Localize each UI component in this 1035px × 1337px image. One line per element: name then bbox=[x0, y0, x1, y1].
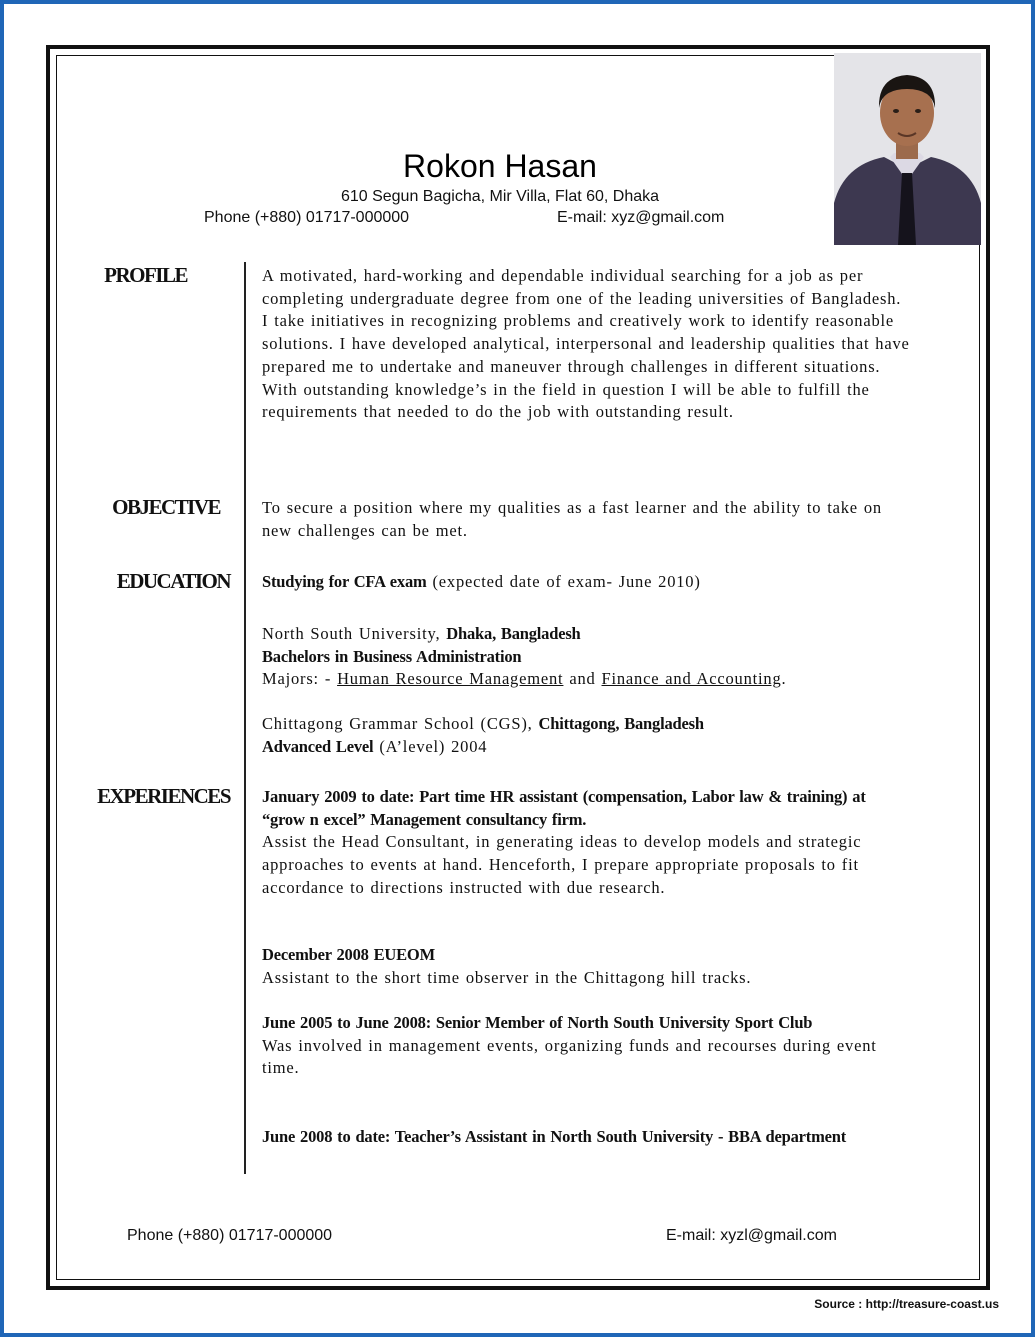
profile-heading: PROFILE bbox=[104, 263, 187, 287]
majors-end: . bbox=[781, 669, 787, 689]
experience-item-1 bbox=[262, 786, 912, 900]
footer-email: E-mail: xyzl@gmail.com bbox=[666, 1227, 837, 1244]
header-email: E-mail: xyz@gmail.com bbox=[557, 209, 725, 226]
experience-title: December 2008 EUEOM bbox=[262, 945, 435, 964]
candidate-address: 610 Segun Bagicha, Mir Villa, Flat 60, Dhaka bbox=[340, 188, 660, 205]
footer-phone: Phone (+880) 01717-000000 bbox=[127, 1227, 333, 1244]
education-nsu bbox=[262, 623, 912, 691]
experience-desc: Assistant to the short time observer in the Chittagong hill tracks. bbox=[262, 967, 752, 987]
source-credit: Source : http://treasure-coast.us bbox=[814, 1297, 999, 1311]
experience-desc: Assist the Head Consultant, in generating ideas to develop models and strategic approaches to events at hand. Henceforth, I prepare appropriate proposals to fit accordance to directions instructed with due research. bbox=[262, 832, 862, 897]
experience-title: June 2008 to date: Teacher’s Assistant in North South University - BBA department bbox=[262, 1127, 847, 1146]
header-phone: Phone (+880) 01717-000000 bbox=[204, 209, 410, 226]
cfa-title: Studying for CFA exam bbox=[262, 572, 427, 591]
profile-text: A motivated, hard-working and dependable individual searching for a job as per completing undergraduate degree from one of the leading universities of Bangladesh. I take initiatives in recognizing problems and creatively work to identify reasonable solutions. I have developed analytical, interpersonal and leadership qualities that have prepared me to undertake and maneuver through challenges in different situations. With outstanding knowledge’s in the field in question I will be able to fulfill the requirements that needed to do the job with outstanding result. bbox=[262, 266, 910, 422]
majors-and: and bbox=[563, 669, 602, 689]
section-divider-line bbox=[244, 262, 246, 1174]
experience-item-3 bbox=[262, 1012, 912, 1080]
profile-photo bbox=[834, 53, 981, 245]
nsu-degree: Bachelors in Business Administration bbox=[262, 646, 522, 666]
cgs-name: Chittagong Grammar School (CGS), bbox=[262, 714, 539, 733]
nsu-location: Dhaka, Bangladesh bbox=[446, 624, 581, 643]
candidate-name: Rokon Hasan bbox=[403, 148, 597, 184]
cgs-location: Chittagong, Bangladesh bbox=[538, 714, 704, 733]
nsu-name: North South University, bbox=[262, 624, 447, 643]
major-finance: Finance and Accounting bbox=[601, 669, 782, 689]
education-cgs bbox=[262, 713, 912, 758]
major-hrm: Human Resource Management bbox=[337, 669, 564, 689]
objective-text: To secure a position where my qualities as a fast learner and the ability to take on new challenges can be met. bbox=[262, 498, 882, 540]
experience-title: January 2009 to date: Part time HR assistant (compensation, Labor law & training) at “grow n excel” Management consultancy firm. bbox=[262, 787, 866, 829]
objective-heading: OBJECTIVE bbox=[112, 495, 220, 519]
cfa-detail: (expected date of exam- June 2010) bbox=[426, 572, 701, 591]
experiences-heading: EXPERIENCES bbox=[97, 784, 230, 808]
person-portrait-icon bbox=[834, 53, 981, 245]
cgs-level: Advanced Level bbox=[262, 736, 374, 756]
experience-desc: Was involved in management events, organizing funds and recourses during event time. bbox=[262, 1035, 877, 1078]
education-cfa bbox=[262, 571, 912, 594]
experience-item-4 bbox=[262, 1126, 912, 1149]
education-heading: EDUCATION bbox=[116, 569, 230, 593]
experience-item-2 bbox=[262, 944, 912, 989]
experience-title: June 2005 to June 2008: Senior Member of North South University Sport Club bbox=[262, 1013, 813, 1032]
cgs-level-detail: (A’level) 2004 bbox=[373, 736, 488, 756]
majors-prefix: Majors: - bbox=[262, 669, 338, 689]
